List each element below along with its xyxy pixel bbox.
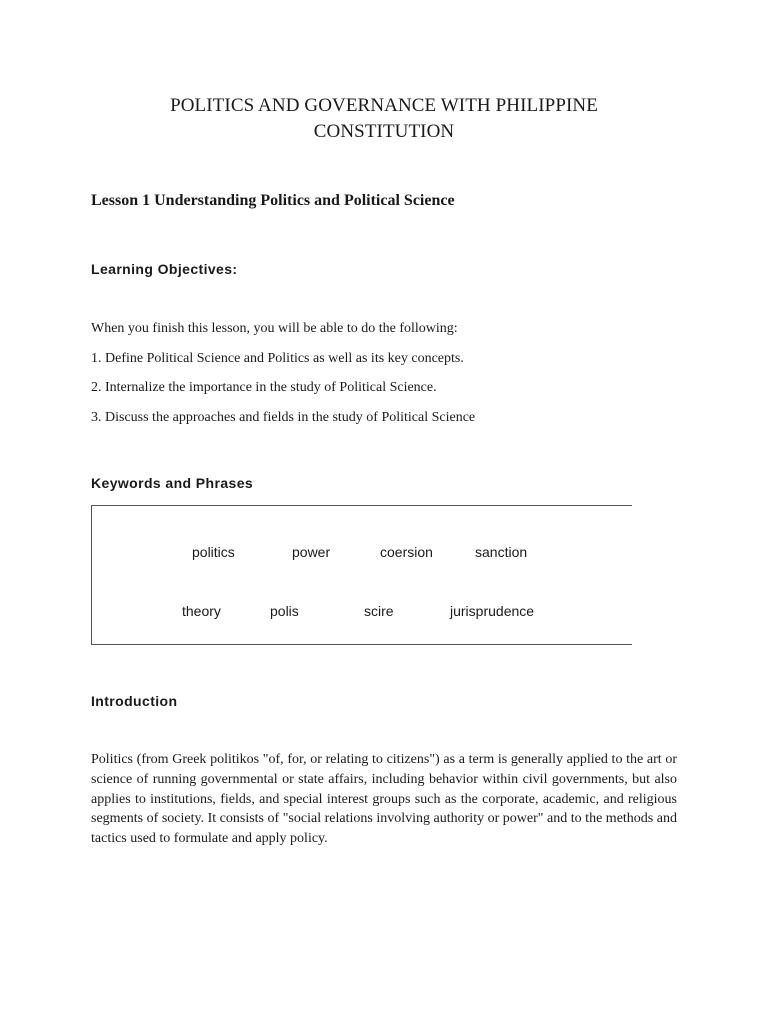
keyword-coersion: coersion (380, 544, 433, 560)
keyword-scire: scire (364, 603, 394, 619)
introduction-paragraph: Politics (from Greek politikos "of, for, or relating to citizens") as a term is generally applied to the art or science of running governmental or state affairs, including behavior within civil governments, but also applies to institutions, fields, and special interest groups such as the corporate, academic, and religious segments of society. It consists of "social relations involving authority or power" and to the methods and tactics used to formulate and apply policy. (91, 752, 677, 847)
objectives-intro: When you finish this lesson, you will be able to do the following: (91, 321, 458, 336)
document-title-line1: POLITICS AND GOVERNANCE WITH PHILIPPINE (170, 95, 598, 116)
keyword-theory: theory (182, 603, 221, 619)
document-title (100, 93, 668, 145)
lesson-title: Lesson 1 Understanding Politics and Political Science (91, 192, 455, 209)
objective-item-3: 3. Discuss the approaches and fields in the study of Political Science (91, 410, 476, 425)
keyword-sanction: sanction (475, 544, 528, 560)
keyword-polis: polis (270, 603, 299, 619)
keyword-power: power (292, 544, 331, 560)
keyword-jurisprudence: jurisprudence (450, 603, 535, 619)
document-title-line2: CONSTITUTION (313, 121, 455, 142)
introduction-heading: Introduction (91, 693, 178, 709)
learning-objectives-heading: Learning Objectives: (91, 261, 238, 277)
keyword-politics: politics (192, 544, 235, 560)
objective-item-1: 1. Define Political Science and Politics as well as its key concepts. (91, 351, 464, 366)
objective-item-2: 2. Internalize the importance in the study of Political Science. (91, 380, 437, 395)
keywords-heading: Keywords and Phrases (91, 475, 254, 491)
keywords-box (91, 505, 632, 645)
